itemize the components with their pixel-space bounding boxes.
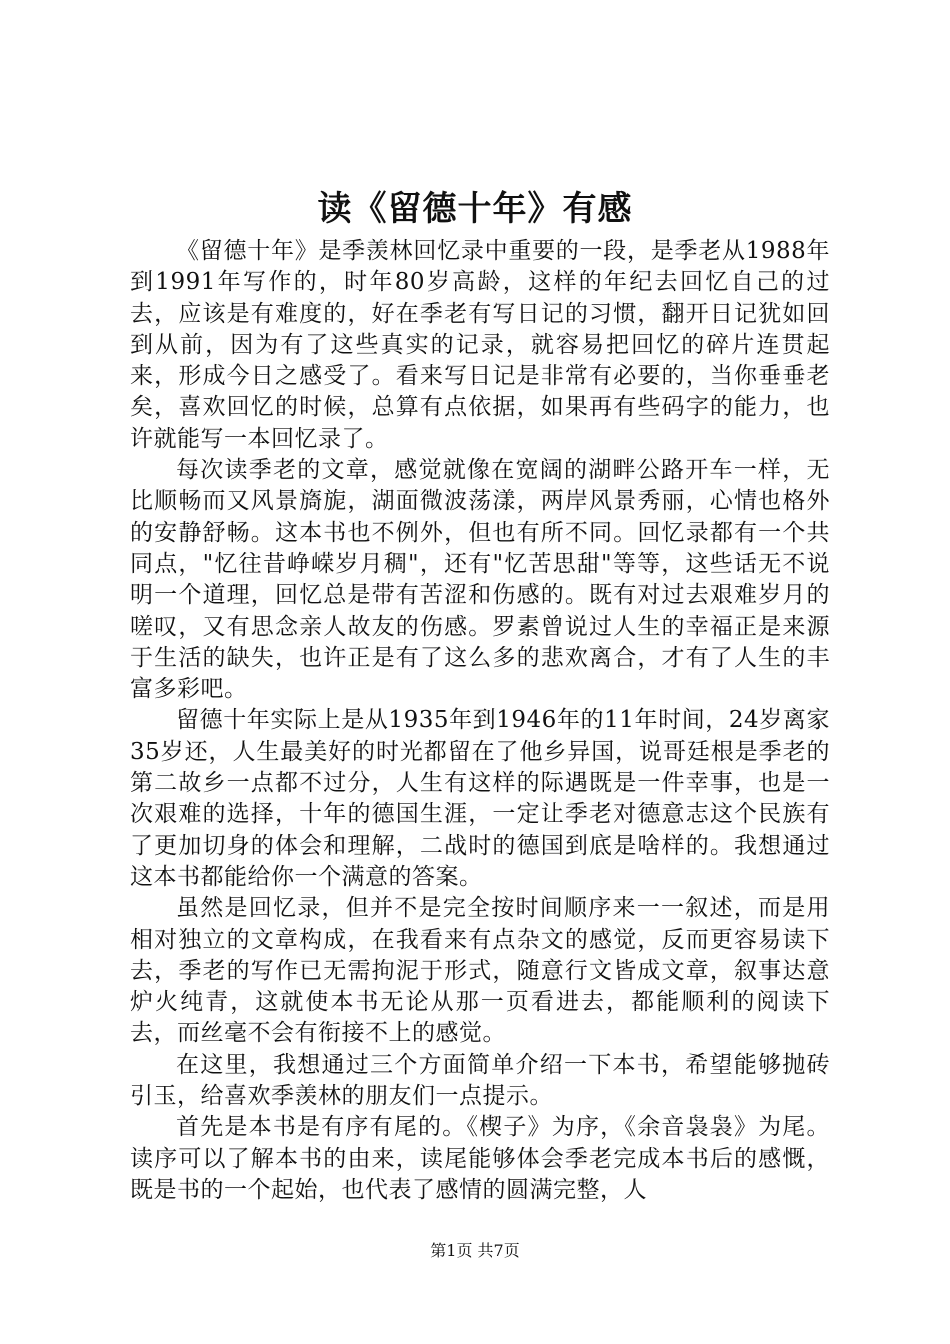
paragraph-1: 《留德十年》是季羡林回忆录中重要的一段，是季老从1988年到1991年写作的，时年80岁高龄，这样的年纪去回忆自己的过去，应该是有难度的，好在季老有写日记的习惯，翻开日记犹如回到从前，因为有了这些真实的记录，就容易把回忆的碎片连贯起来，形成今日之感受了。看来写日记是非常有必要的，当你垂垂老矣，喜欢回忆的时候，总算有点依据，如果再有些码字的能力，也许就能写一本回忆录了。 xyxy=(130,238,830,452)
paragraph-5: 在这里，我想通过三个方面简单介绍一下本书，希望能够抛砖引玉，给喜欢季羡林的朋友们一点提示。 xyxy=(130,1051,830,1110)
paragraph-4: 虽然是回忆录，但并不是完全按时间顺序来一一叙述，而是用相对独立的文章构成，在我看来有点杂文的感觉，反而更容易读下去，季老的写作已无需拘泥于形式，随意行文皆成文章，叙事达意炉火纯青，这就使本书无论从那一页看进去，都能顺利的阅读下去，而丝毫不会有衔接不上的感觉。 xyxy=(130,895,830,1047)
document-title: 读《留德十年》有感 xyxy=(317,189,633,229)
document-body xyxy=(130,236,830,1206)
paragraph-6: 首先是本书是有序有尾的。《楔子》为序，《余音袅袅》为尾。读序可以了解本书的由来，读尾能够体会季老完成本书后的感慨，既是书的一个起始，也代表了感情的圆满完整，人 xyxy=(130,1114,830,1203)
paragraph-3: 留德十年实际上是从1935年到1946年的11年时间，24岁离家35岁还，人生最美好的时光都留在了他乡异国，说哥廷根是季老的第二故乡一点都不过分，人生有这样的际遇既是一件幸事，也是一次艰难的选择，十年的德国生涯，一定让季老对德意志这个民族有了更加切身的体会和理解，二战时的德国到底是啥样的。我想通过这本书都能给你一个满意的答案。 xyxy=(130,707,830,890)
paragraph-2: 每次读季老的文章，感觉就像在宽阔的湖畔公路开车一样，无比顺畅而又风景旖旎，湖面微波荡漾，两岸风景秀丽，心情也格外的安静舒畅。这本书也不例外，但也有所不同。回忆录都有一个共同点，"忆往昔峥嵘岁月稠"，还有"忆苦思甜"等等，这些话无不说明一个道理，回忆总是带有苦涩和伤感的。既有对过去艰难岁月的嗟叹，又有思念亲人故友的伤感。罗素曾说过人生的幸福正是来源于生活的缺失，也许正是有了这么多的悲欢离合，才有了人生的丰富多彩吧。 xyxy=(130,457,830,703)
page-footer: 第1页 共7页 xyxy=(430,1241,520,1260)
